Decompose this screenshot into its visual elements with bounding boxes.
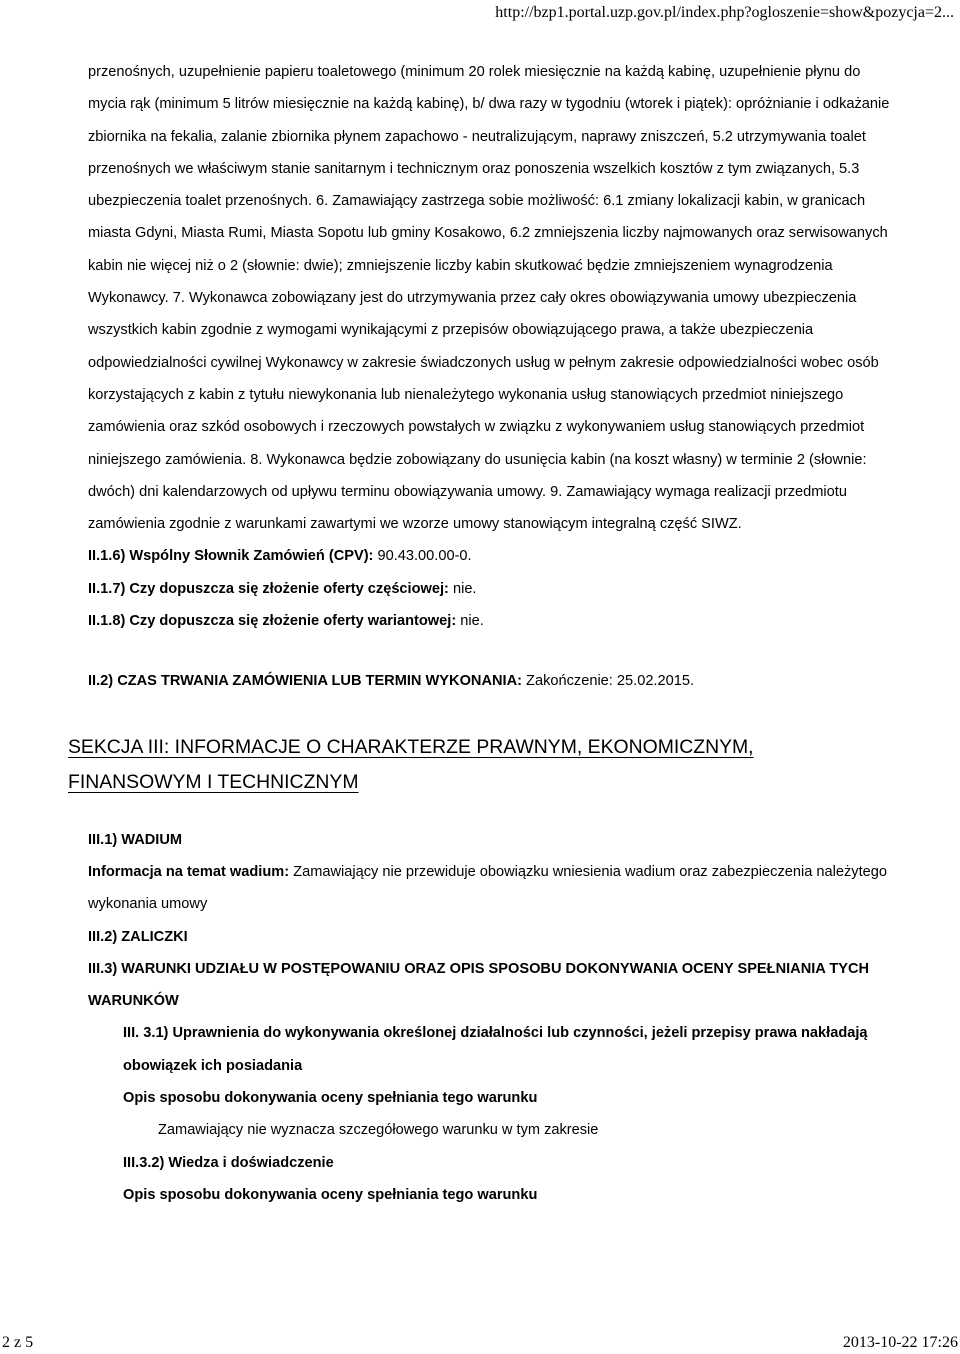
section-3-title-line-2: FINANSOWYM I TECHNICZNYM [68, 770, 359, 793]
uprawnienia-title: III. 3.1) Uprawnienia do wykonywania określonej działalności lub czynności, jeżeli przepisy prawa nakładają obowiązek ich posiadania [123, 1025, 868, 1074]
warunki-title: III.3) WARUNKI UDZIAŁU W POSTĘPOWANIU ORAZ OPIS SPOSOBU DOKONYWANIA OCENY SPEŁNIANIA TYCH WARUNKÓW [88, 960, 870, 1010]
wiedza-title: III.3.2) Wiedza i doświadczenie [123, 1154, 334, 1171]
duration-label: II.2) CZAS TRWANIA ZAMÓWIENIA LUB TERMIN WYKONANIA: [88, 673, 522, 690]
wadium-title: III.1) WADIUM [88, 831, 183, 848]
variant-offer-label: II.1.8) Czy dopuszcza się złożenie oferty wariantowej: [88, 613, 457, 630]
variant-offer-value: nie. [456, 613, 484, 630]
cpv-label: II.1.6) Wspólny Słownik Zamówień (CPV): [88, 548, 374, 565]
duration-line [88, 665, 900, 697]
print-datetime: 2013-10-22 17:26 [842, 1334, 958, 1351]
zaliczki-title: III.2) ZALICZKI [88, 928, 188, 945]
wiedza-opis: Opis sposobu dokonywania oceny spełniania tego warunku [123, 1186, 538, 1203]
wadium-info-label: Informacja na temat wadium: [88, 863, 290, 880]
page-number: 2 z 5 [2, 1334, 34, 1351]
section-3-title-line-1: SEKCJA III: INFORMACJE O CHARAKTERZE PRAWNYM, EKONOMICZNYM, [68, 735, 754, 758]
partial-offer-label: II.1.7) Czy dopuszcza się złożenie oferty częściowej: [88, 580, 449, 597]
cpv-line [88, 540, 900, 572]
duration-value: Zakończenie: 25.02.2015. [522, 673, 695, 690]
partial-offer-value: nie. [448, 580, 477, 597]
page-url: http://bzp1.portal.uzp.gov.pl/index.php?ogloszenie=show&pozycja=2... [495, 4, 954, 21]
body-paragraph: przenośnych, uzupełnienie papieru toaletowego (minimum 20 rolek miesięcznie na każdą kabinę, uzupełnienie płynu do mycia rąk (minimum 5 litrów miesięcznie na każdą kabinę), b/ dwa razy w tygodniu (wtorek i piątek): opróżnianie i odkażanie zbiornika na fekalia, zalanie zbiornika płynem zapachowo - neutralizującym, naprawy zniszczeń, 5.2 utrzymywania toalet przenośnych we właściwym stanie sanitarnym i technicznym oraz ponoszenia wszelkich kosztów z tym związanych, 5.3 ubezpieczenia toalet przenośnych. 6. Zamawiający zastrzega sobie możliwość: 6.1 zmiany lokalizacji kabin, w granicach miasta Gdyni, Miasta Rumi, Miasta Sopotu lub gminy Kosakowo, 6.2 zmniejszenia liczby najmowanych oraz serwisowanych kabin nie więcej niż o 2 (słownie: dwie); zmniejszenie liczby kabin skutkować będzie zmniejszeniem wynagrodzenia Wykonawcy. 7. Wykonawca zobowiązany jest do utrzymywania przez cały okres obowiązywania umowy ubezpieczenia wszystkich kabin zgodnie z wymogami wynikającymi z przepisów obowiązującego prawa, a także ubezpieczenia odpowiedzialności cywilnej Wykonawcy w zakresie świadczonych usług w pełnym zakresie odpowiedzialności wobec osób korzystających z kabin z tytułu niewykonania lub nienależytego wykonania usług stanowiących przedmiot niniejszego zamówienia oraz szkód osobowych i rzeczowych powstałych w związku z wykonywaniem usług stanowiących przedmiot niniejszego zamówienia. 8. Wykonawca będzie zobowiązany do usunięcia kabin (na koszt własny) w terminie 2 (słownie: dwóch) dni kalendarzowych od upływu terminu obowiązywania umowy. 9. Zamawiający wymaga realizacji przedmiotu zamówienia zgodnie z warunkami zawartymi we wzorze umowy stanowiącym integralną część SIWZ. [88, 64, 890, 533]
variant-offer-line [88, 605, 900, 637]
partial-offer-line [88, 573, 900, 605]
wadium-info-value: Zamawiający nie przewiduje obowiązku wniesienia wadium oraz zabezpieczenia należytego wykonania umowy [88, 863, 887, 913]
document-content [68, 56, 900, 1211]
uprawnienia-text: Zamawiający nie wyznacza szczegółowego warunku w tym zakresie [158, 1122, 599, 1139]
uprawnienia-opis: Opis sposobu dokonywania oceny spełniania tego warunku [123, 1090, 538, 1107]
wadium-info [88, 856, 900, 921]
cpv-value: 90.43.00.00-0. [373, 548, 472, 565]
